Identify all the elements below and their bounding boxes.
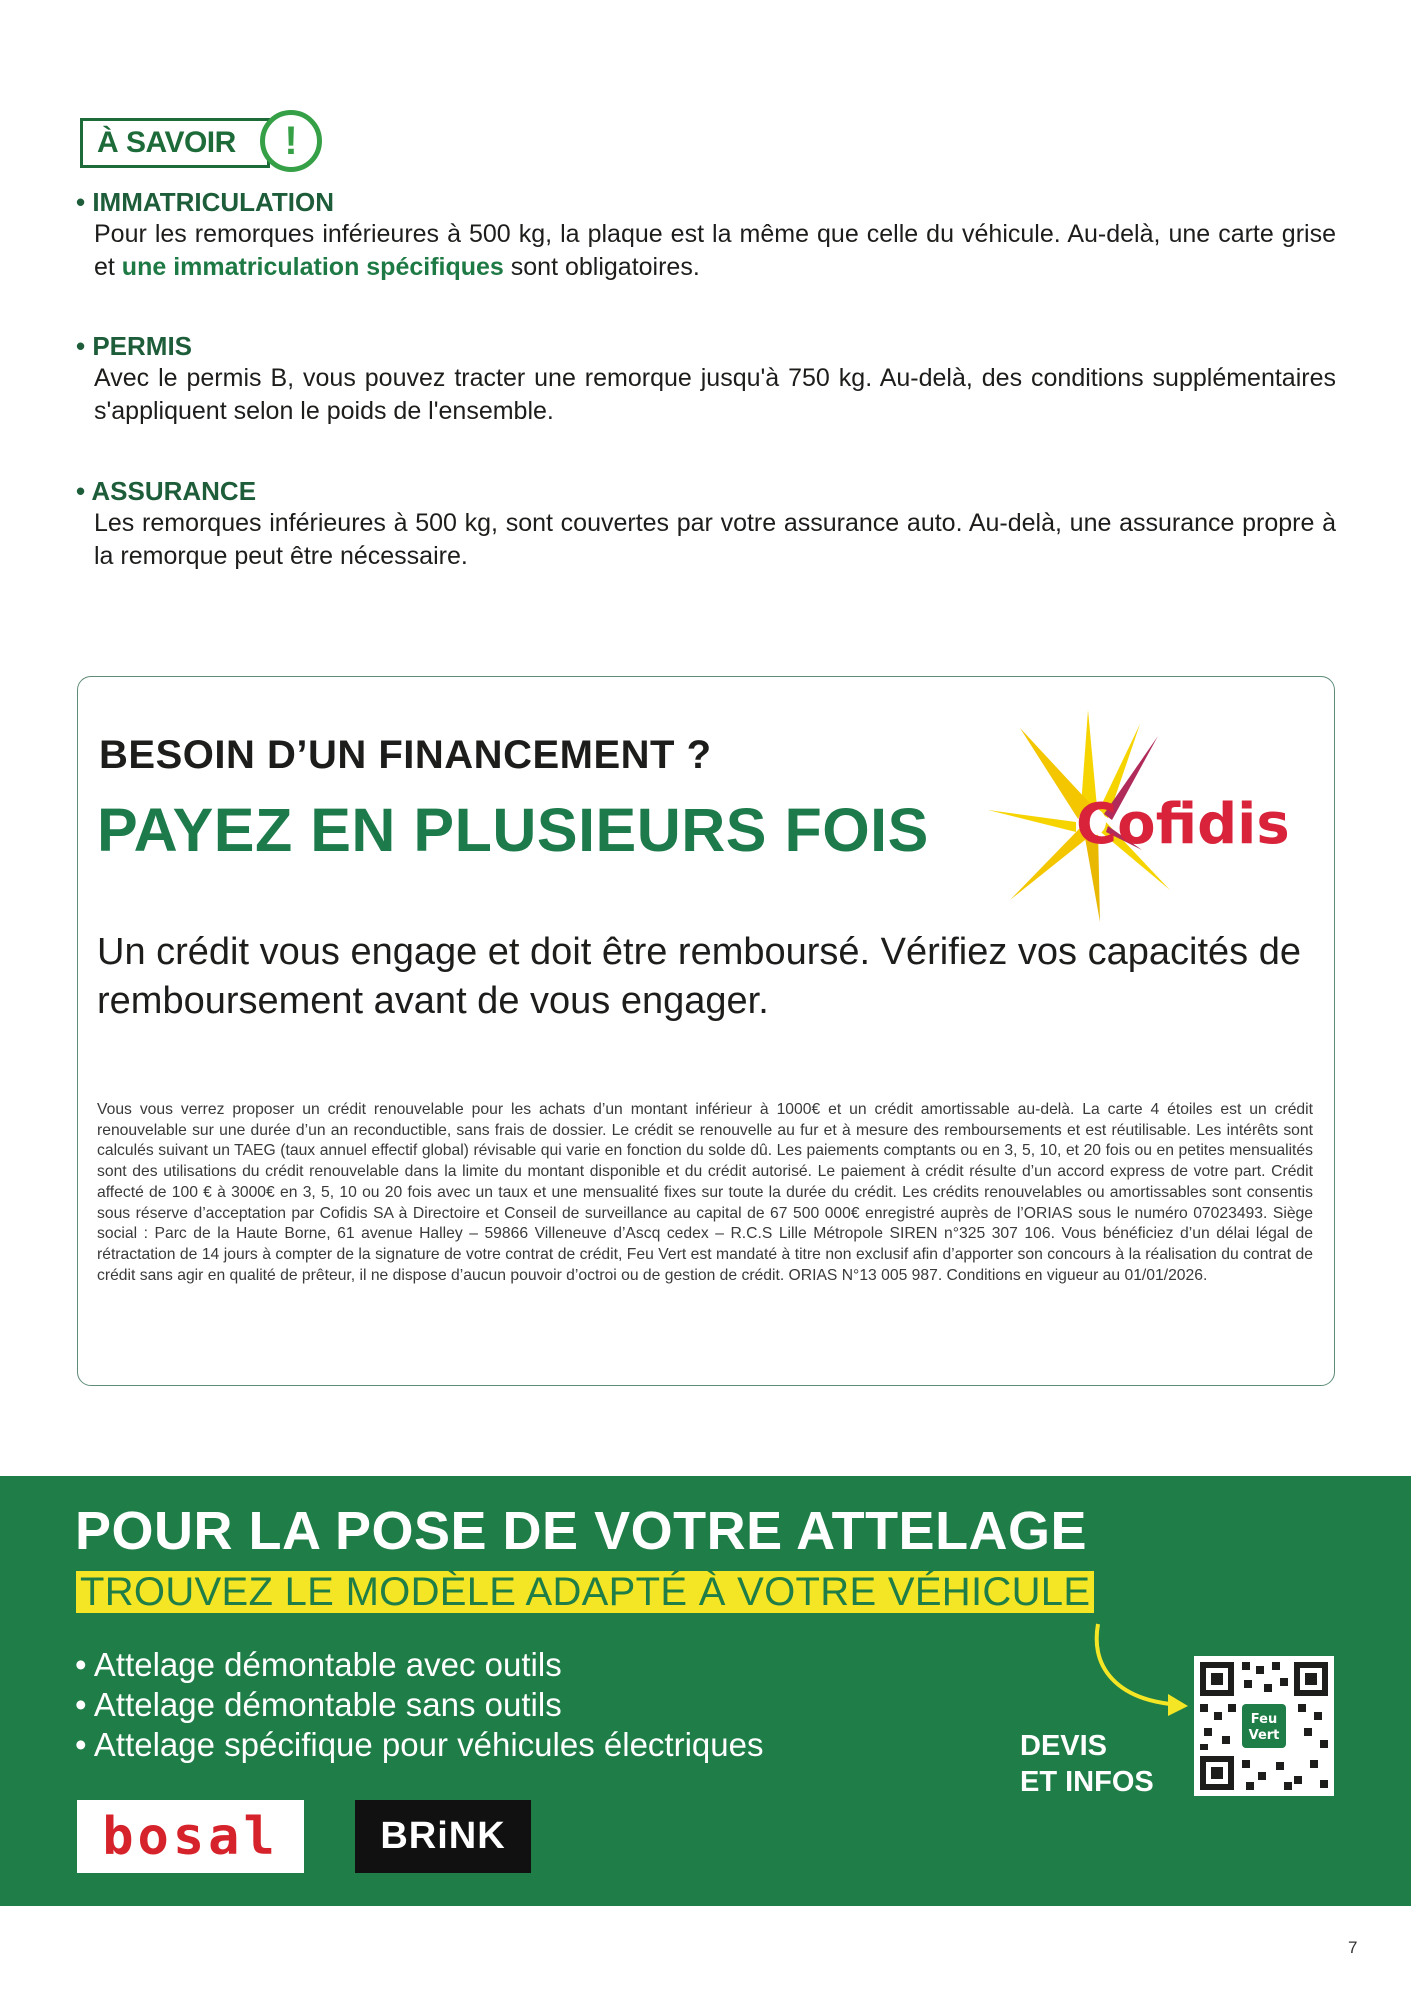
- devis-infos: DEVIS ET INFOS: [1020, 1730, 1154, 1798]
- svg-text:Feu: Feu: [1250, 1712, 1278, 1727]
- list-item: • Attelage démontable avec outils: [75, 1646, 562, 1683]
- curved-arrow-icon: [1090, 1620, 1200, 1730]
- brink-logo: BRiNK: [355, 1800, 531, 1873]
- info-title: • ASSURANCE: [76, 476, 257, 506]
- svg-text:Vert: Vert: [1248, 1728, 1280, 1743]
- list-item: • Attelage démontable sans outils: [75, 1686, 562, 1723]
- info-permis: [76, 330, 1336, 428]
- info-title: • PERMIS: [76, 331, 193, 361]
- a-savoir-label: À SAVOIR: [97, 126, 236, 159]
- info-immatriculation: [76, 186, 1336, 284]
- a-savoir-badge: [80, 118, 270, 168]
- info-text: Pour les remorques inférieures à 500 kg, la plaque est la même que celle du véhicule. Au-delà, une carte grise et une immatriculation spécifiques sont obligatoires.: [94, 220, 1336, 281]
- financement-question: BESOIN D’UN FINANCEMENT ?: [99, 733, 712, 777]
- legal-notice: Vous vous verrez proposer un crédit renouvelable pour les achats d’un montant inférieur à 1000€ et un crédit amortissable au-delà. La carte 4 étoiles est un crédit renouvelable sur une durée d’un an reconductible, sans frais de dossier. Le crédit se renouvelle au fur et à mesure des remboursements et est réutilisable. Les intérêts sont calculés suivant un TAEG (taux annuel effectif global) révisable qui varie en fonction du solde dû. Les paiements comptants ou en 3, 5, 10, et 20 fois ou en petites mensualités sont des utilisations du crédit renouvelable dans la limite du montant disponible et du crédit autorisé. Le paiement à crédit résulte d’un accord express de votre part. Crédit affecté de 100 € à 3000€ en 3, 5, 10 ou 20 fois avec un taux et une mensualité fixes sur toute la durée du crédit. Les crédits renouvelables ou amortissables sont consentis sous réserve d’acceptation par Cofidis SA à Directoire et Conseil de surveillance au capital de 67 500 000€ enregistré auprès de l’ORIAS sous le numéro 07023493. Siège social : Parc de la Haute Borne, 61 avenue Halley – 59866 Villeneuve d’Ascq cedex – R.C.S Lille Métropole SIREN n°325 307 106. Vous bénéficiez d’un délai légal de rétractation de 14 jours à compter de la signature de votre contrat de crédit, Feu Vert est mandaté à titre non exclusif afin d’apporter son concours à la réalisation du contrat de crédit sans agir en qualité de prêteur, il ne dispose d’aucun pouvoir d’octroi ou de gestion de crédit. ORIAS N°13 005 987. Conditions en vigueur au 01/01/2026.: [97, 1101, 1313, 1284]
- bosal-logo: bosal: [77, 1800, 304, 1873]
- list-item: • Attelage spécifique pour véhicules électriques: [75, 1726, 764, 1763]
- info-highlight: une immatriculation spécifiques: [121, 253, 504, 281]
- info-text: Les remorques inférieures à 500 kg, sont couvertes par votre assurance auto. Au-delà, une assurance propre à la remorque peut être nécessaire.: [94, 509, 1336, 570]
- qr-code-icon: [1194, 1656, 1334, 1796]
- attelage-subtitle: TROUVEZ LE MODÈLE ADAPTÉ À VOTRE VÉHICULE: [76, 1571, 1094, 1613]
- info-assurance: [76, 475, 1336, 573]
- exclamation-icon: !: [260, 110, 322, 172]
- cofidis-logo: [980, 700, 1320, 930]
- credit-warning: Un crédit vous engage et doit être remboursé. Vérifiez vos capacités de remboursement avant de vous engager.: [97, 931, 1301, 1022]
- financement-headline: PAYEZ EN PLUSIEURS FOIS: [97, 796, 929, 864]
- attelage-title: POUR LA POSE DE VOTRE ATTELAGE: [75, 1501, 1088, 1561]
- info-title: • IMMATRICULATION: [76, 187, 334, 217]
- info-text: Avec le permis B, vous pouvez tracter une remorque jusqu'à 750 kg. Au-delà, des conditions supplémentaires s'appliquent selon le poids de l'ensemble.: [94, 364, 1336, 425]
- qr-code[interactable]: [1194, 1656, 1334, 1796]
- page-number: 7: [1348, 1938, 1358, 1957]
- attelage-list: [75, 1645, 763, 1765]
- cofidis-wordmark: Cofidis: [1076, 792, 1290, 857]
